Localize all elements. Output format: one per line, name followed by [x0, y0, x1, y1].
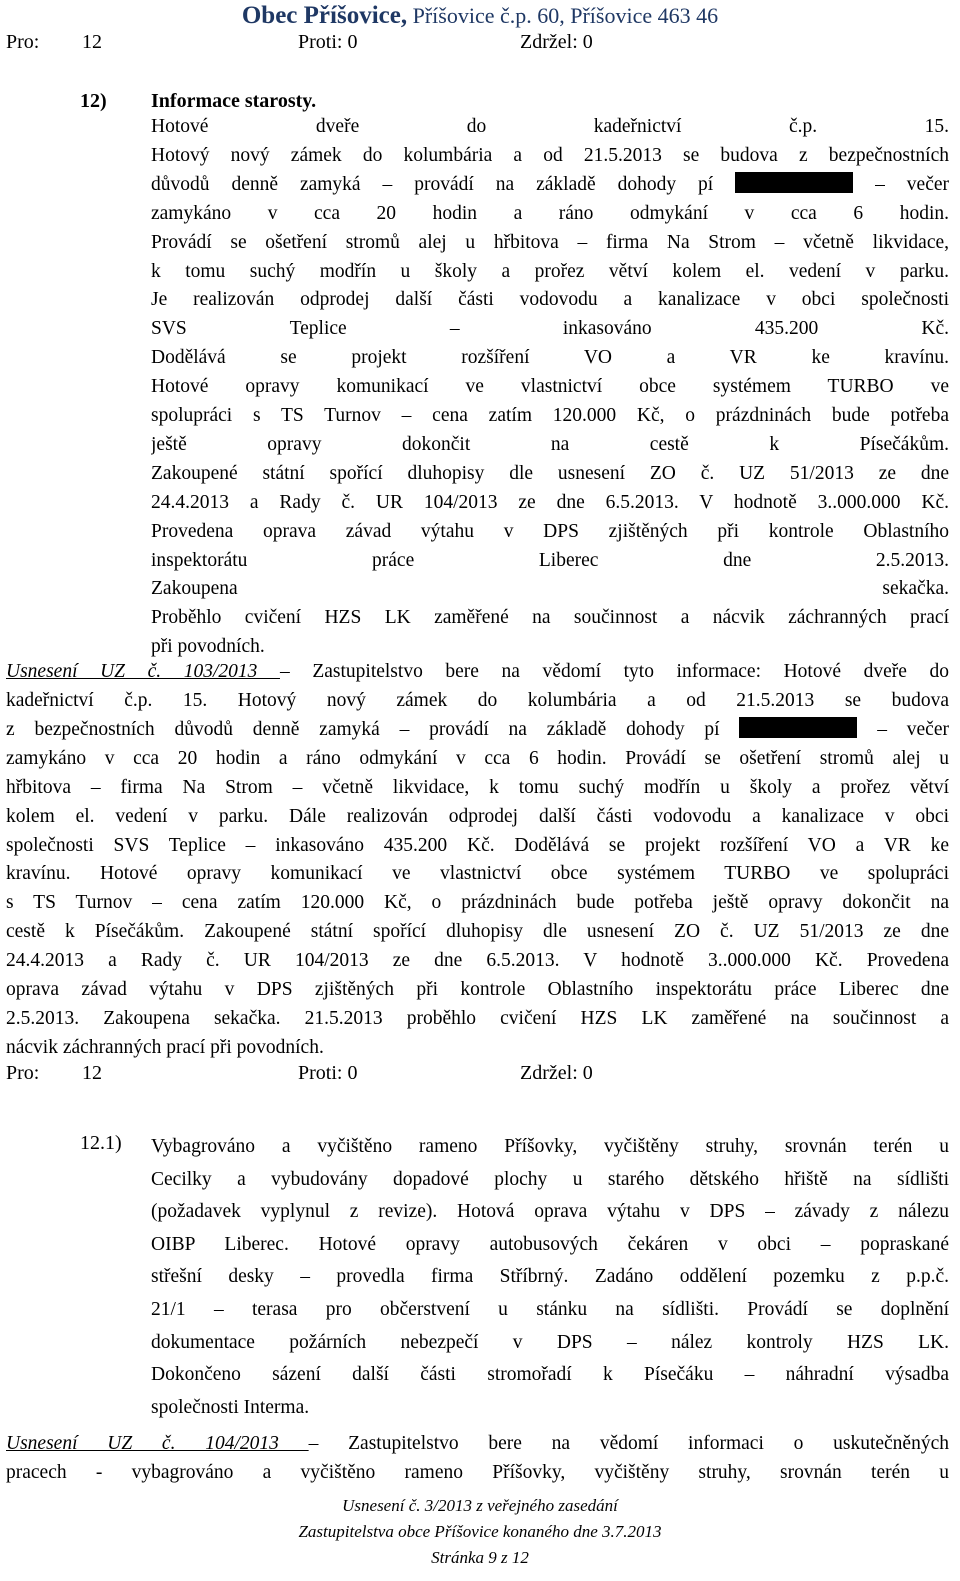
- text-line: zamykáno v cca 20 hodin a ráno odmykání v cca 6 hodin. Provádí se ošetření stromů alej u: [6, 747, 949, 769]
- text-line: SVS Teplice – inkasováno 435.200 Kč.: [151, 318, 949, 340]
- text-line: inspektorátu práce Liberec dne 2.5.2013.: [151, 549, 949, 571]
- text-line: zamykáno v cca 20 hodin a ráno odmykání v cca 6 hodin.: [151, 202, 949, 224]
- text-line: Hotový nový zámek do kolumbária a od 21.5.2013 se budova z bezpečnostních: [151, 144, 949, 166]
- vote-proti: Proti: 0: [298, 1062, 358, 1084]
- vote-pro-label: Pro:: [6, 31, 40, 53]
- text-line: Dokončeno sázení další části stromořadí k Písečáku – náhradní výsadba: [151, 1364, 949, 1386]
- section-12-heading: [80, 90, 316, 113]
- text-line: Dodělává se projekt rozšíření VO a VR ke kravínu.: [151, 347, 949, 369]
- header-address: Příšovice č.p. 60, Příšovice 463 46: [407, 3, 719, 28]
- resolution-ref: Usnesení UZ č. 103/2013: [6, 661, 280, 682]
- vote-pro-value: 12: [82, 1062, 102, 1084]
- text-line: při povodních.: [151, 636, 265, 658]
- redaction-box: [739, 717, 857, 738]
- text-line: Proběhlo cvičení HZS LK zaměřené na součinnost a nácvik záchranných prací: [151, 607, 949, 629]
- text-line: nácvik záchranných prací při povodních.: [6, 1036, 324, 1058]
- text-line: Zakoupena sekačka.: [151, 578, 949, 600]
- text-line: Hotové dveře do kadeřnictví č.p. 15.: [151, 116, 949, 137]
- text-line: Hotové opravy komunikací ve vlastnictví obce systémem TURBO ve: [151, 376, 949, 398]
- resolution-first-line: [6, 1429, 949, 1459]
- text-line: společnosti Interma.: [151, 1396, 310, 1418]
- vote-pro-value: 12: [82, 31, 102, 53]
- text-line: Provedena oprava závad výtahu v DPS zjištěných při kontrole Oblastního: [151, 520, 949, 542]
- text-line: kolem el. vedení v parku. Dále realizován odprodej další části vodovodu a kanalizace v obci: [6, 805, 949, 827]
- text-line: Vybagrováno a vyčištěno rameno Příšovky, vyčištěny struhy, srovnán terén u: [151, 1136, 949, 1157]
- vote-pro-label: Pro:: [6, 1062, 40, 1084]
- resolution-ref: Usnesení UZ č. 104/2013: [6, 1433, 309, 1454]
- text-segment: – večer: [853, 173, 949, 195]
- header-org: Obec Příšovice,: [241, 2, 408, 29]
- vote-row-mid: [6, 1062, 946, 1090]
- text-line: střešní desky – provedla firma Stříbrný. Zadáno oddělení pozemku z p.p.č.: [151, 1266, 949, 1288]
- text-line: [151, 170, 949, 200]
- text-line: hřbitova – firma Na Strom – včetně likvidace, k tomu suchý modřín u školy a prořez větví: [6, 776, 949, 798]
- section-title: Informace starosty.: [151, 90, 317, 112]
- text-segment: – Zastupitelstvo bere na vědomí tyto informace: Hotové dveře do: [279, 661, 949, 682]
- section-12-1-number: 12.1): [80, 1132, 122, 1154]
- page-header: [0, 2, 960, 30]
- text-line: dokumentace požárních nebezpečí v DPS – nález kontroly HZS LK.: [151, 1331, 949, 1353]
- footer-line-3: Stránka 9 z 12: [431, 1548, 529, 1567]
- text-line: ještě opravy dokončit na cestě k Písečákům.: [151, 433, 949, 455]
- text-line: Provádí se ošetření stromů alej u hřbitova – firma Na Strom – včetně likvidace,: [151, 231, 949, 253]
- section-number: 12): [80, 90, 107, 112]
- footer-line-1: Usnesení č. 3/2013 z veřejného zasedání: [342, 1496, 618, 1515]
- text-line: s TS Turnov – cena zatím 120.000 Kč, o prázdninách bude potřeba ještě opravy dokončit na: [6, 892, 949, 914]
- text-line: oprava závad výtahu v DPS zjištěných při kontrole Oblastního inspektorátu práce Liberec dne: [6, 979, 949, 1000]
- vote-zdrzel: Zdržel: 0: [520, 1062, 593, 1084]
- footer-line-2: Zastupitelstva obce Příšovice konaného dne 3.7.2013: [298, 1522, 662, 1541]
- vote-proti: Proti: 0: [298, 31, 358, 53]
- text-segment: z bezpečnostních důvodů denně zamyká – provádí na základě dohody pí: [6, 718, 740, 740]
- text-line: pracech - vybagrováno a vyčištěno rameno Příšovky, vyčištěny struhy, srovnán terén u: [6, 1462, 949, 1483]
- text-line: společnosti SVS Teplice – inkasováno 435.200 Kč. Dodělává se projekt rozšíření VO a VR ke: [6, 834, 949, 856]
- text-segment: – Zastupitelstvo bere na vědomí informaci o uskutečněných: [308, 1433, 949, 1454]
- text-line: cestě k Písečákům. Zakoupené státní spořící dluhopisy dle usnesení ZO č. UZ 51/2013 ze dne: [6, 921, 949, 943]
- text-line: Cecilky a vybudovány dopadové plochy u starého dětského hřiště na sídlišti: [151, 1168, 949, 1190]
- text-line: 2.5.2013. Zakoupena sekačka. 21.5.2013 proběhlo cvičení HZS LK zaměřené na součinnost a: [6, 1007, 949, 1029]
- text-line: Je realizován odprodej další části vodovodu a kanalizace v obci společnosti: [151, 289, 949, 311]
- text-line: k tomu suchý modřín u školy a prořez větví kolem el. vedení v parku.: [151, 260, 949, 282]
- resolution-first-line: [6, 657, 949, 687]
- text-line: 24.4.2013 a Rady č. UR 104/2013 ze dne 6.5.2013. V hodnotě 3..000.000 Kč. Provedena: [6, 950, 949, 972]
- vote-row-top: [6, 31, 946, 59]
- text-line: [6, 715, 949, 745]
- text-line: 24.4.2013 a Rady č. UR 104/2013 ze dne 6.5.2013. V hodnotě 3..000.000 Kč.: [151, 491, 949, 513]
- text-segment: – večer: [857, 718, 949, 740]
- text-line: spolupráci s TS Turnov – cena zatím 120.000 Kč, o prázdninách bude potřeba: [151, 405, 949, 426]
- vote-zdrzel: Zdržel: 0: [520, 31, 593, 53]
- text-line: Zakoupené státní spořící dluhopisy dle usnesení ZO č. UZ 51/2013 ze dne: [151, 462, 949, 484]
- redaction-box: [735, 172, 853, 193]
- text-line: kravínu. Hotové opravy komunikací ve vlastnictví obce systémem TURBO ve spolupráci: [6, 863, 949, 885]
- text-line: 21/1 – terasa pro občerstvení u stánku na sídlišti. Provádí se doplnění: [151, 1299, 949, 1320]
- text-line: OIBP Liberec. Hotové opravy autobusových čekáren v obci – popraskané: [151, 1233, 949, 1255]
- text-segment: důvodů denně zamyká – provádí na základě dohody pí: [151, 173, 736, 195]
- text-line: (požadavek vyplynul z revize). Hotová oprava výtahu v DPS – závady z nálezu: [151, 1201, 949, 1223]
- text-line: kadeřnictví č.p. 15. Hotový nový zámek do kolumbária a od 21.5.2013 se budova: [6, 690, 949, 711]
